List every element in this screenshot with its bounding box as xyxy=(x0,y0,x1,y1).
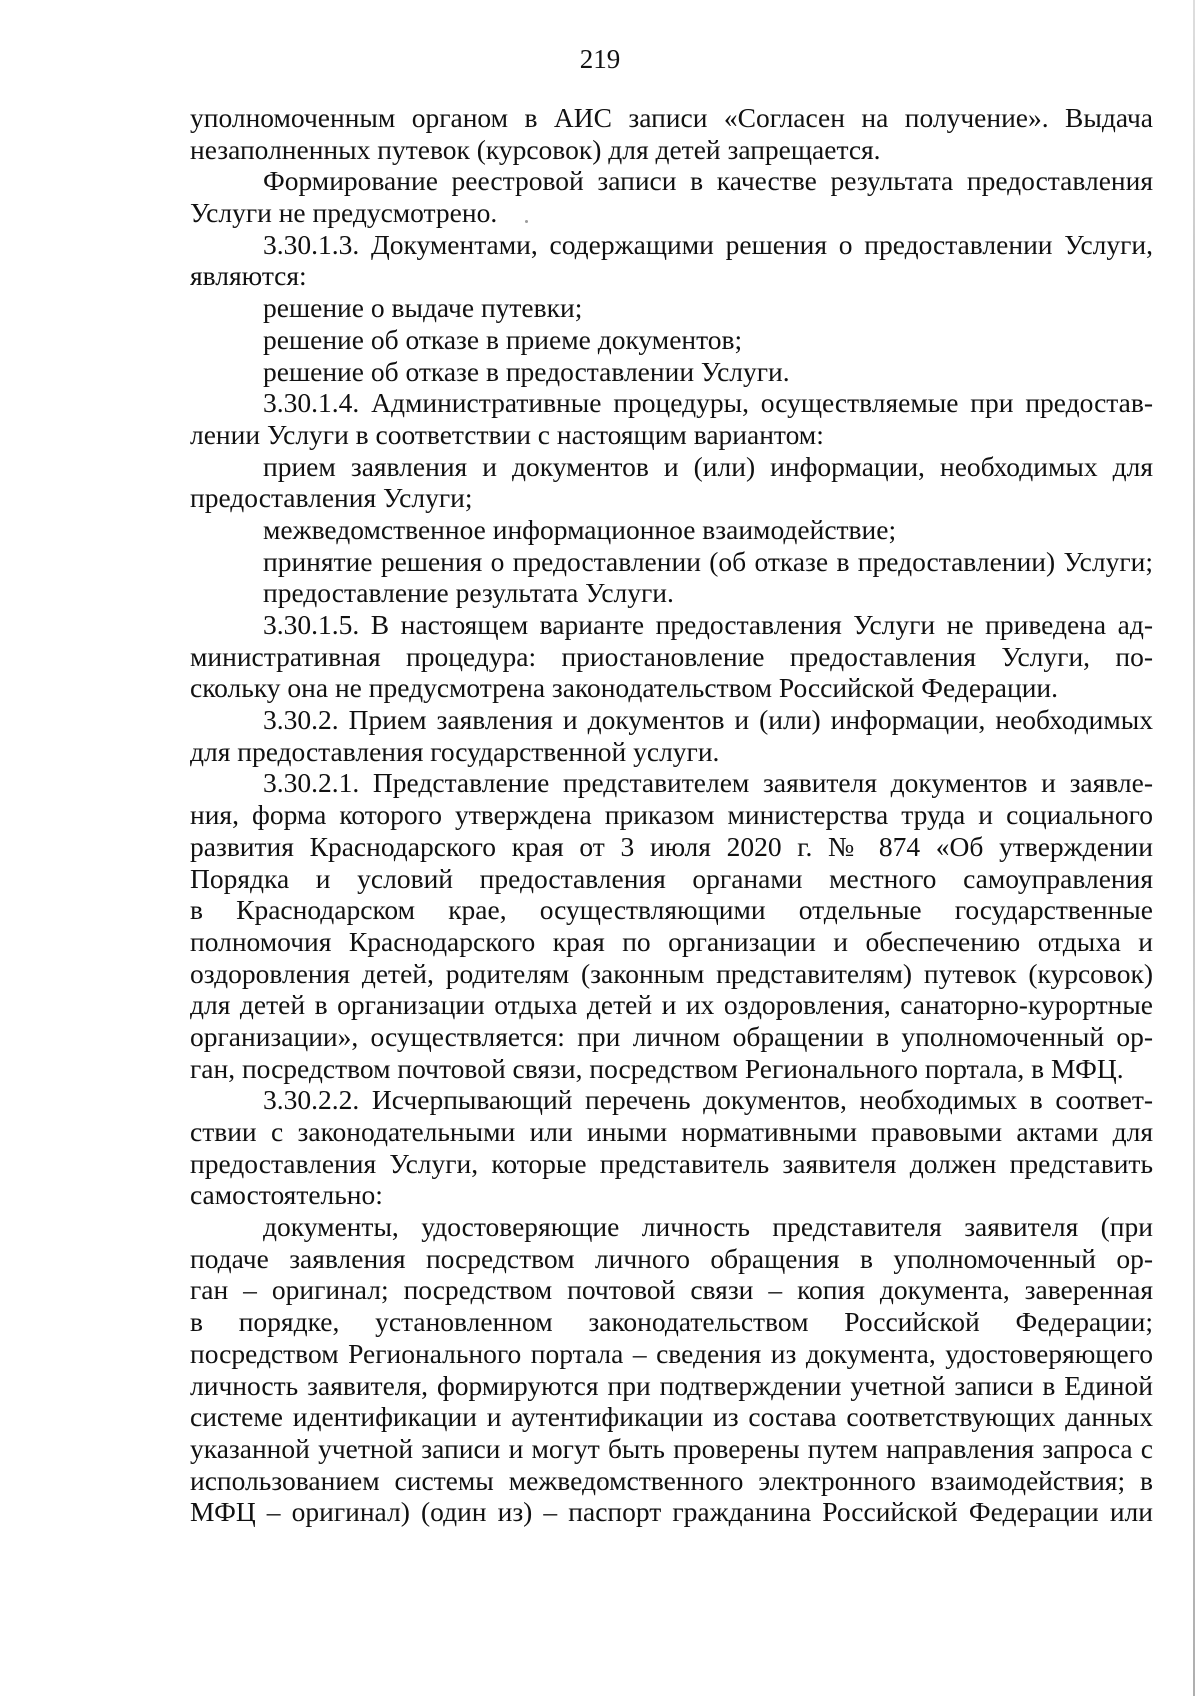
text-line: в порядке, установленном законодательством Российской Федерации; xyxy=(190,1306,1153,1338)
text-line: являются: xyxy=(190,260,307,292)
text-line: посредством Регионального портала – сведения из документа, удостоверяющего xyxy=(190,1337,1153,1369)
text-line: 3.30.2.1. Представление представителем заявителя документов и заявле- xyxy=(263,767,1153,799)
text-line: ган, посредством почтовой связи, посредством Регионального портала, в МФЦ. xyxy=(190,1052,1124,1084)
text-line: ния, форма которого утверждена приказом министерства труда и социального xyxy=(190,799,1153,831)
text-line: решение об отказе в предоставлении Услуги. xyxy=(263,355,790,387)
text-line: принятие решения о предоставлении (об отказе в предоставлении) Услуги; xyxy=(263,545,1153,577)
text-line: Порядка и условий предоставления органами местного самоуправления xyxy=(190,862,1153,894)
document-body xyxy=(190,102,1153,1528)
page-number: 219 xyxy=(579,44,621,74)
text-line: организации», осуществляется: при личном обращении в уполномоченный ор- xyxy=(190,1020,1153,1052)
text-line: МФЦ – оригинал) (один из) – паспорт гражданина Российской Федерации или xyxy=(190,1496,1153,1528)
text-line: решение об отказе в приеме документов; xyxy=(263,323,743,355)
text-line: самостоятельно: xyxy=(190,1179,383,1211)
text-line: для предоставления государственной услуги. xyxy=(190,735,720,767)
text-line: для детей в организации отдыха детей и их оздоровления, санаторно-курортные xyxy=(190,989,1153,1021)
text-line: 3.30.1.3. Документами, содержащими решения о предоставлении Услуги, xyxy=(263,228,1153,260)
text-line: развития Краснодарского края от 3 июля 2020 г. № 874 «Об утверждении xyxy=(190,830,1153,862)
text-line: указанной учетной записи и могут быть проверены путем направления запроса с xyxy=(190,1432,1153,1464)
text-line: 3.30.2.2. Исчерпывающий перечень документов, необходимых в соответ- xyxy=(263,1084,1153,1116)
text-line: 3.30.1.4. Административные процедуры, осуществляемые при предостав- xyxy=(263,387,1153,419)
text-line: межведомственное информационное взаимодействие; xyxy=(263,513,897,545)
scan-edge-line xyxy=(1193,0,1195,1696)
text-line: министративная процедура: приостановление предоставления Услуги, по- xyxy=(190,640,1153,672)
text-line: ган – оригинал; посредством почтовой связи – копия документа, заверенная xyxy=(190,1274,1153,1306)
text-line: предоставления Услуги; xyxy=(190,482,473,514)
text-line: использованием системы межведомственного электронного взаимодействия; в xyxy=(190,1464,1153,1496)
text-line: системе идентификации и аутентификации из состава соответствующих данных xyxy=(190,1401,1153,1433)
text-line: полномочия Краснодарского края по организации и обеспечению отдыха и xyxy=(190,925,1153,957)
text-line: Услуги не предусмотрено. xyxy=(190,197,498,229)
text-line: оздоровления детей, родителям (законным представителям) путевок (курсовок) xyxy=(190,957,1153,989)
text-line: скольку она не предусмотрена законодательством Российской Федерации. xyxy=(190,672,1059,704)
text-line: прием заявления и документов и (или) информации, необходимых для xyxy=(263,450,1153,482)
text-line: Формирование реестровой записи в качестве результата предоставления xyxy=(263,165,1153,197)
text-line: незаполненных путевок (курсовок) для детей запрещается. xyxy=(190,133,881,165)
text-line: предоставления Услуги, которые представитель заявителя должен представить xyxy=(190,1147,1153,1179)
text-line: в Краснодарском крае, осуществляющими отдельные государственные xyxy=(190,894,1153,926)
text-line: 3.30.2. Прием заявления и документов и (или) информации, необходимых xyxy=(263,704,1153,736)
text-line: документы, удостоверяющие личность представителя заявителя (при xyxy=(263,1211,1153,1243)
text-line: лении Услуги в соответствии с настоящим вариантом: xyxy=(190,418,824,450)
text-line: предоставление результата Услуги. xyxy=(263,577,674,609)
text-line: подаче заявления посредством личного обращения в уполномоченный ор- xyxy=(190,1242,1153,1274)
text-line: решение о выдаче путевки; xyxy=(263,292,583,324)
text-line: 3.30.1.5. В настоящем варианте предоставления Услуги не приведена ад- xyxy=(263,609,1153,640)
text-line: уполномоченным органом в АИС записи «Согласен на получение». Выдача xyxy=(190,102,1153,133)
text-line: личность заявителя, формируются при подтверждении учетной записи в Единой xyxy=(190,1369,1153,1401)
text-line: ствии с законодательными или иными нормативными правовыми актами для xyxy=(190,1116,1153,1147)
